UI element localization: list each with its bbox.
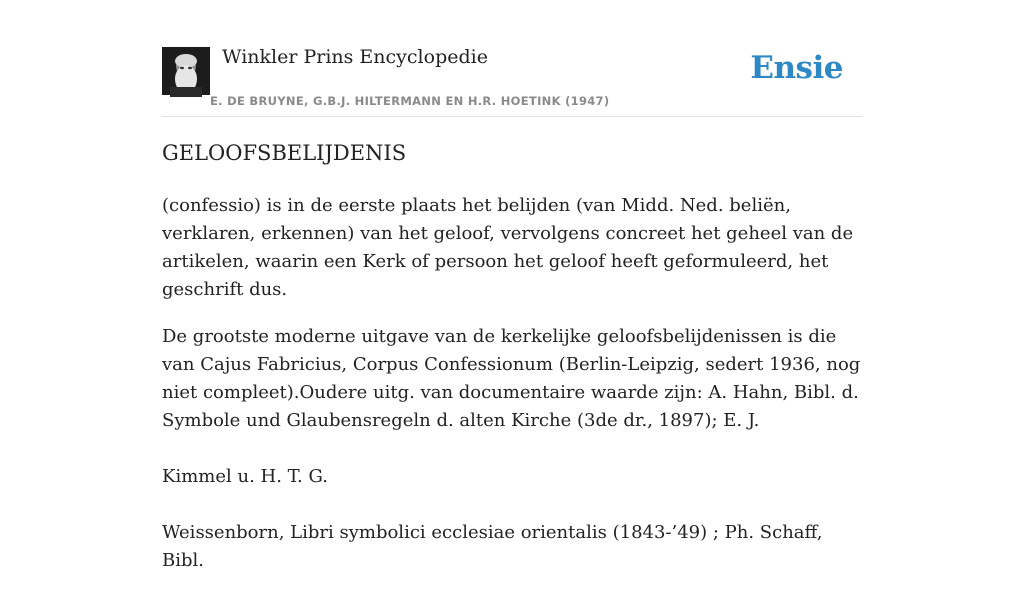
article-body bbox=[162, 192, 862, 594]
article-paragraph: Kimmel u. H. T. G. bbox=[162, 466, 328, 487]
article-paragraph: Weissenborn, Libri symbolici ecclesiae orientalis (1843-’49) ; Ph. Schaff, Bibl. bbox=[162, 522, 823, 571]
authors-byline: E. DE BRUYNE, G.B.J. HILTERMANN EN H.R. HOETINK (1947) bbox=[210, 94, 610, 108]
header bbox=[162, 0, 862, 117]
page bbox=[162, 0, 862, 571]
encyclopedia-name[interactable]: Winkler Prins Encyclopedie bbox=[222, 46, 488, 68]
article-paragraph: (confessio) is in de eerste plaats het belijden (van Midd. Ned. beliën, verklaren, erkennen) van het geloof, vervolgens concreet het geheel van de artikelen, waarin een Kerk of persoon het geloof heeft geformuleerd, het geschrift dus. bbox=[162, 195, 854, 300]
article-title: GELOOFSBELIJDENIS bbox=[162, 141, 407, 165]
portrait-icon bbox=[162, 47, 210, 95]
ensie-logo[interactable]: Ensie bbox=[750, 50, 843, 86]
portrait-avatar[interactable] bbox=[162, 47, 210, 95]
article-paragraph: De grootste moderne uitgave van de kerkelijke geloofsbelijdenissen is die van Cajus Fabricius, Corpus Confessionum (Berlin-Leipzig, sedert 1936, nog niet compleet).Oudere uitg. van documentaire waarde zijn: A. Hahn, Bibl. d. Symbole und Glaubensregeln d. alten Kirche (3de dr., 1897); E. J. bbox=[162, 326, 861, 431]
